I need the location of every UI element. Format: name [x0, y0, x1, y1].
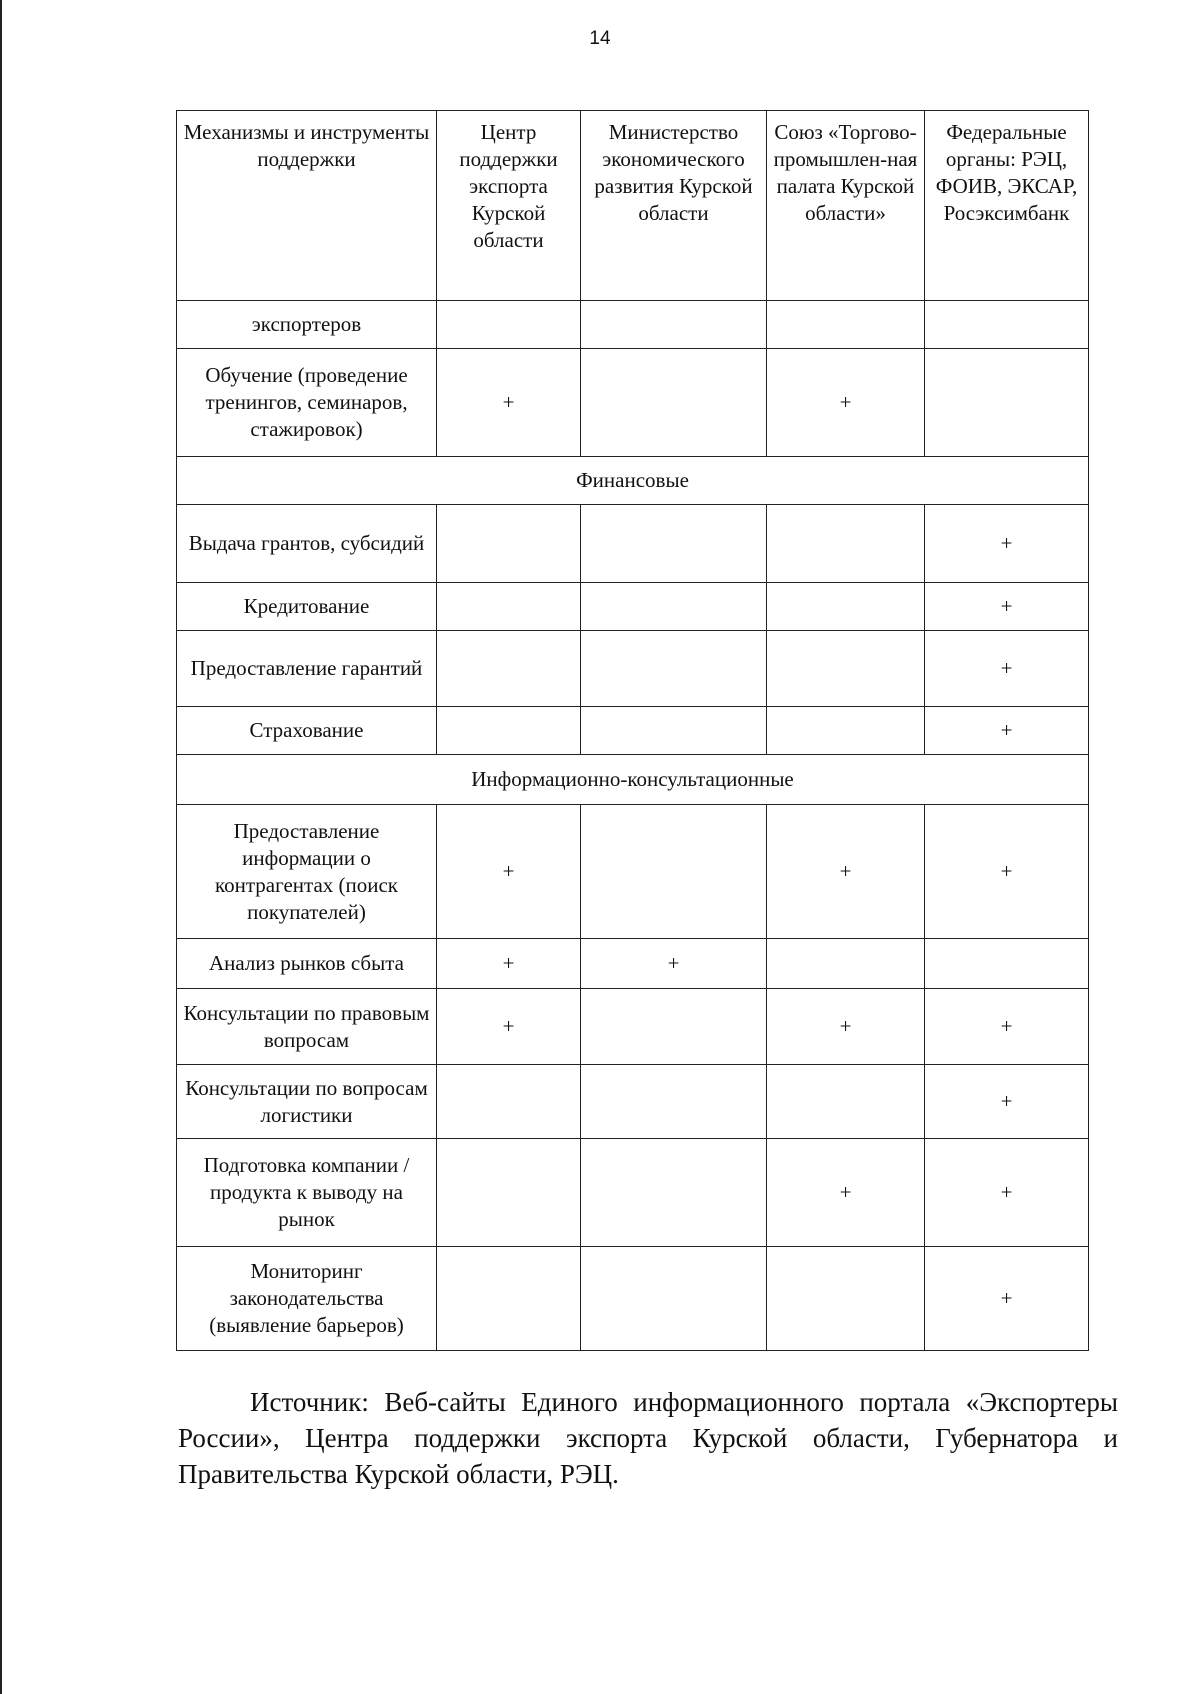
- table-body: [177, 301, 1089, 1351]
- table-cell: [767, 583, 925, 631]
- table-cell: [581, 301, 767, 349]
- section-title: Информационно-консультационные: [177, 755, 1089, 805]
- row-label: Подготовка компании / продукта к выводу на рынок: [177, 1139, 437, 1247]
- table-cell: [581, 583, 767, 631]
- table-row: [177, 301, 1089, 349]
- row-label: Обучение (проведение тренингов, семинаров, стажировок): [177, 349, 437, 457]
- table-cell: +: [925, 1247, 1089, 1351]
- table-row: [177, 583, 1089, 631]
- table-row: [177, 805, 1089, 939]
- section-title: Финансовые: [177, 457, 1089, 505]
- row-label: Страхование: [177, 707, 437, 755]
- table-cell: +: [437, 989, 581, 1065]
- table-cell: [925, 349, 1089, 457]
- scan-edge: [0, 0, 2, 1694]
- page-number: 14: [589, 28, 611, 49]
- table-row: [177, 1139, 1089, 1247]
- table-row: [177, 505, 1089, 583]
- table-cell: [767, 301, 925, 349]
- table-cell: [437, 631, 581, 707]
- table-row: [177, 1247, 1089, 1351]
- table-cell: [437, 505, 581, 583]
- table-cell: [767, 1247, 925, 1351]
- table-cell: +: [437, 349, 581, 457]
- table-cell: [581, 349, 767, 457]
- table-cell: +: [767, 349, 925, 457]
- table-cell: +: [767, 805, 925, 939]
- row-label: Анализ рынков сбыта: [177, 939, 437, 989]
- row-label: Консультации по вопросам логистики: [177, 1065, 437, 1139]
- header-mechanisms: Механизмы и инструменты поддержки: [177, 111, 437, 301]
- table-cell: [437, 1065, 581, 1139]
- row-label: Предоставление гарантий: [177, 631, 437, 707]
- table-cell: [925, 301, 1089, 349]
- table-row: [177, 707, 1089, 755]
- table-row: [177, 1065, 1089, 1139]
- table-cell: [437, 1247, 581, 1351]
- table-row: [177, 349, 1089, 457]
- table-cell: [925, 939, 1089, 989]
- header-ministry: Министерство экономического развития Курской области: [581, 111, 767, 301]
- source-note: Источник: Веб-сайты Единого информационного портала «Экспортеры России», Центра поддержки экспорта Курской области, Губернатора и Правительства Курской области, РЭЦ.: [178, 1387, 1118, 1489]
- header-export-center: Центр поддержки экспорта Курской области: [437, 111, 581, 301]
- table-cell: [437, 1139, 581, 1247]
- table-cell: [581, 1247, 767, 1351]
- table-cell: +: [767, 1139, 925, 1247]
- table-row: [177, 989, 1089, 1065]
- row-label: экспортеров: [177, 301, 437, 349]
- table-cell: +: [437, 939, 581, 989]
- support-table: [176, 110, 1089, 1351]
- table-cell: +: [925, 989, 1089, 1065]
- table-cell: +: [925, 1139, 1089, 1247]
- table-cell: [437, 583, 581, 631]
- table-cell: [767, 1065, 925, 1139]
- row-label: Предоставление информации о контрагентах (поиск покупателей): [177, 805, 437, 939]
- table-cell: [581, 989, 767, 1065]
- table-cell: [767, 631, 925, 707]
- table-row: [177, 631, 1089, 707]
- row-label: Выдача грантов, субсидий: [177, 505, 437, 583]
- row-label: Мониторинг законодательства (выявление барьеров): [177, 1247, 437, 1351]
- table-cell: +: [925, 505, 1089, 583]
- table-cell: [581, 505, 767, 583]
- table-cell: [767, 939, 925, 989]
- table-cell: [437, 301, 581, 349]
- table-cell: [581, 805, 767, 939]
- table-cell: [767, 707, 925, 755]
- table-cell: +: [925, 583, 1089, 631]
- row-label: Кредитование: [177, 583, 437, 631]
- table-cell: [437, 707, 581, 755]
- row-label: Консультации по правовым вопросам: [177, 989, 437, 1065]
- table-cell: +: [767, 989, 925, 1065]
- section-row: [177, 457, 1089, 505]
- table-cell: +: [925, 631, 1089, 707]
- header-federal-bodies: Федеральные органы: РЭЦ, ФОИВ, ЭКСАР, Росэксимбанк: [925, 111, 1089, 301]
- table-cell: [581, 1139, 767, 1247]
- table-cell: +: [437, 805, 581, 939]
- table-cell: +: [925, 805, 1089, 939]
- table-cell: [767, 505, 925, 583]
- table-cell: +: [925, 1065, 1089, 1139]
- header-chamber-of-commerce: Союз «Торгово-промышлен-ная палата Курской области»: [767, 111, 925, 301]
- table-row: [177, 939, 1089, 989]
- table-cell: +: [925, 707, 1089, 755]
- table-cell: [581, 631, 767, 707]
- table-cell: +: [581, 939, 767, 989]
- table-cell: [581, 707, 767, 755]
- table-cell: [581, 1065, 767, 1139]
- section-row: [177, 755, 1089, 805]
- header-row: [177, 111, 1089, 301]
